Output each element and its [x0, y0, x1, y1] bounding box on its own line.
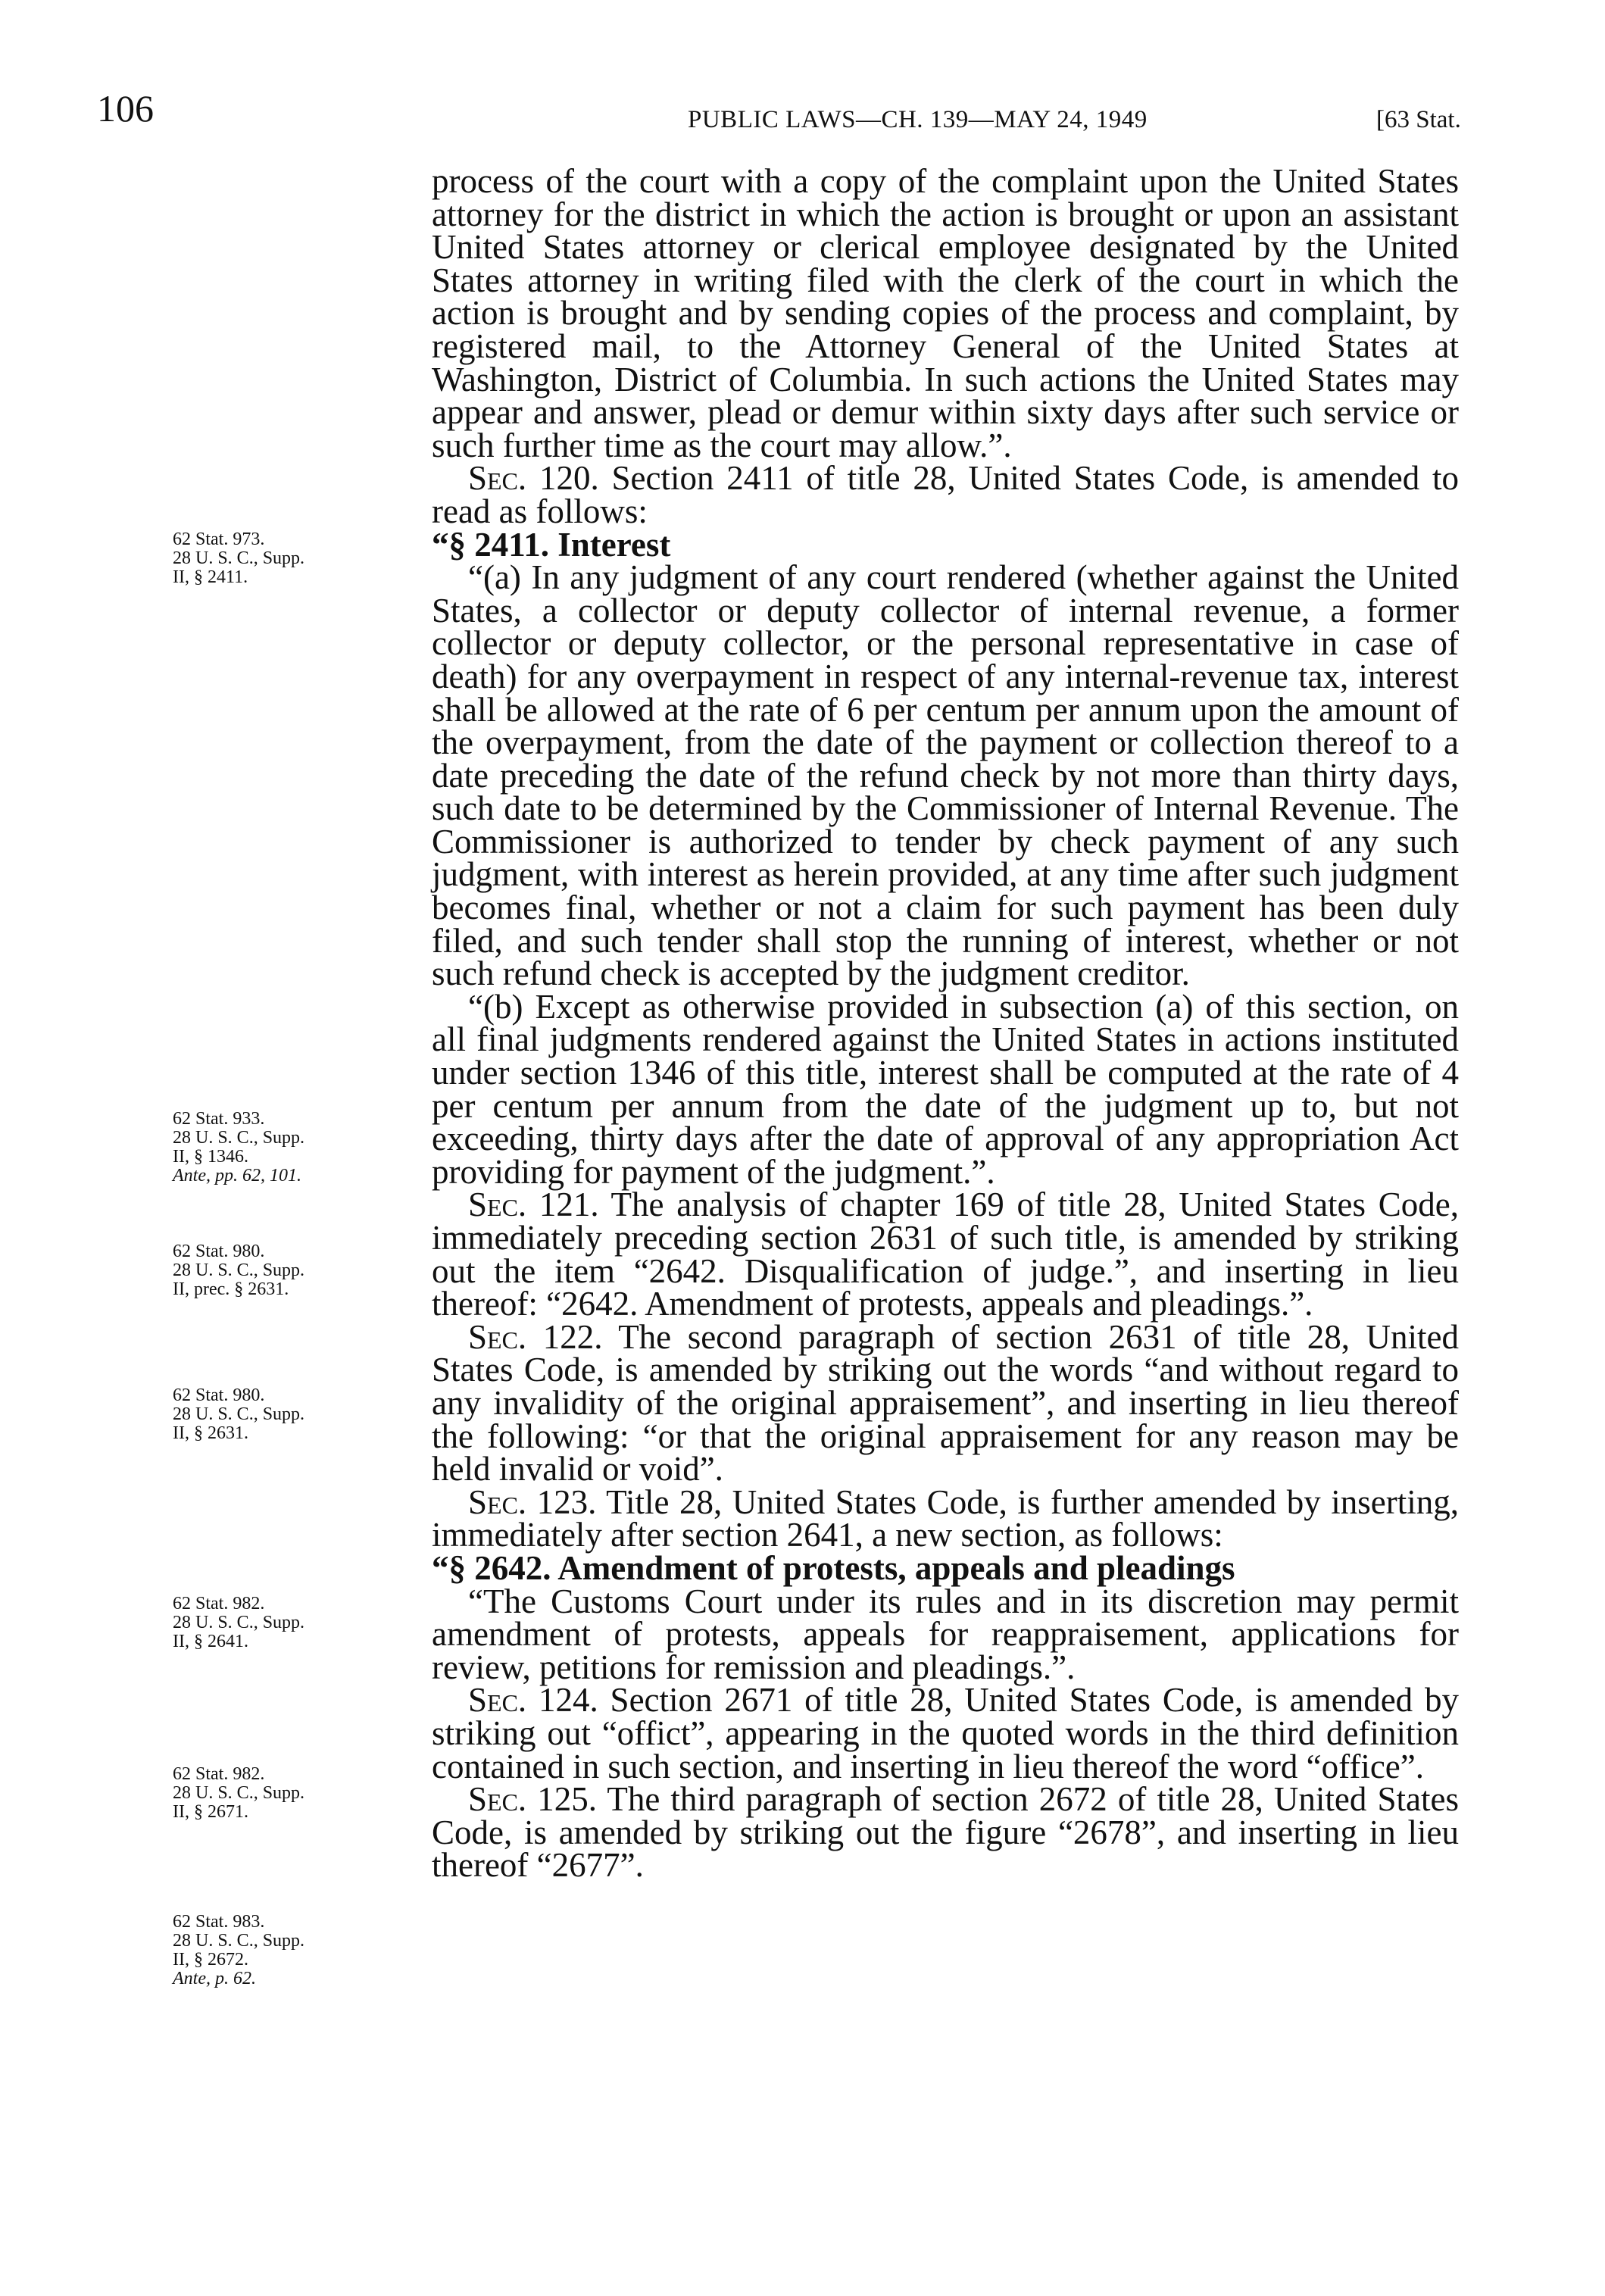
section-label: Sec. [468, 1482, 527, 1521]
paragraph-continuation: process of the court with a copy of the complaint upon the United States attorney for the district in which the action is brought or upon an assistant United States attorney or clerical employee designated by the United States attorney in writing filed with the clerk of the court in which the action is brought and by sending copies of the process and complaint, by registered mail, to the Attorney General of the United States at Washington, District of Columbia. In such actions the United States may appear and answer, plead or demur within sixty days after such service or such further time as the court may allow.”. [432, 162, 1459, 464]
margin-note-line: II, § 2631. [173, 1423, 248, 1443]
page-number: 106 [97, 87, 154, 130]
margin-note-line: 62 Stat. 980. [173, 1385, 265, 1405]
section-text: 125. The third paragraph of section 2672 of title 28, United States Code, is amended by striking out the figure “2678”, and inserting in lieu thereof “2677”. [432, 1780, 1459, 1885]
section-label: Sec. [468, 1185, 527, 1224]
section-text: 121. The analysis of chapter 169 of title 28, United States Code, immediately preceding section 2631 of such title, is amended by striking out the item “2642. Disqualification of judge.”, and inserting in lieu thereof: “2642. Amendment of protests, appeals and pleadings.”. [432, 1185, 1459, 1323]
section-121 [432, 1185, 1459, 1323]
margin-note-line: Ante, p. 62. [173, 1969, 256, 1988]
margin-note-sec-125 [173, 1913, 423, 1988]
margin-note-line: 28 U. S. C., Supp. [173, 1404, 305, 1424]
margin-note-line: Ante, pp. 62, 101. [173, 1166, 301, 1185]
margin-note-sec-120 [173, 530, 423, 587]
margin-note-sec-122 [173, 1386, 423, 1443]
margin-note-sec-121 [173, 1242, 423, 1299]
running-head: PUBLIC LAWS—CH. 139—MAY 24, 1949 [688, 106, 1148, 133]
margin-note-line: II, § 2672. [173, 1950, 248, 1970]
margin-note-sec-124 [173, 1765, 423, 1822]
volume-reference: [63 Stat. [1376, 106, 1461, 133]
section-label: Sec. [468, 1681, 527, 1720]
section-122 [432, 1317, 1459, 1488]
section-text: 124. Section 2671 of title 28, United States Code, is amended by striking out “offict”, appearing in the quoted words in the third definition contained in such section, and inserting in lieu thereof the word “office”. [432, 1681, 1459, 1785]
margin-note-line: 28 U. S. C., Supp. [173, 1613, 305, 1632]
margin-note-line: 62 Stat. 980. [173, 1242, 265, 1261]
margin-note-line: 62 Stat. 973. [173, 529, 265, 549]
paragraph-2411-b: “(b) Except as otherwise provided in subsection (a) of this section, on all final judgments rendered against the United States in actions instituted under section 1346 of this title, interest shall be computed at the rate of 4 per centum per annum from the date of the judgment up to, but not exceeding, thirty days after the date of approval of any appropriation Act providing for payment of the judgment.”. [432, 987, 1459, 1191]
margin-note-line: II, prec. § 2631. [173, 1279, 289, 1299]
section-text: 120. Section 2411 of title 28, United States Code, is amended to read as follows: [432, 459, 1459, 530]
paragraph-2411-a: “(a) In any judgment of any court rendered (whether against the United States, a collector or deputy collector of internal revenue, a former collector or deputy collector, or the personal representative in case of death) for any overpayment in respect of any internal-revenue tax, interest shall be allowed at the rate of 6 per centum per annum upon the amount of the overpayment, from the date of the payment or collection thereof to a date preceding the date of the refund check by not more than thirty days, such date to be determined by the Commissioner of Internal Revenue. The Commissioner is authorized to tender by check payment of any such judgment, with interest as herein provided, at any time after such judgment becomes final, whether or not a claim for such payment has been duly filed, and such tender shall stop the running of interest, whether or not such refund check is accepted by the judgment creditor. [432, 558, 1459, 993]
margin-note-line: 28 U. S. C., Supp. [173, 1783, 305, 1803]
heading-section-2411: “§ 2411. Interest [432, 525, 671, 564]
margin-note-line: 62 Stat. 982. [173, 1594, 265, 1613]
heading-section-2642: “§ 2642. Amendment of protests, appeals and pleadings [432, 1548, 1235, 1587]
margin-note-line: 62 Stat. 983. [173, 1912, 265, 1932]
paragraph-2642: “The Customs Court under its rules and in its discretion may permit amendment of protests, appeals for reappraisement, applications for review, petitions for remission and pleadings.”. [432, 1582, 1459, 1686]
section-125 [432, 1780, 1459, 1885]
section-124 [432, 1681, 1459, 1785]
main-text-column [432, 162, 1459, 1885]
section-120 [432, 459, 1459, 530]
section-text: 123. Title 28, United States Code, is further amended by inserting, immediately after section 2641, a new section, as follows: [432, 1482, 1459, 1554]
margin-note-line: II, § 2671. [173, 1802, 248, 1822]
margin-note-line: 28 U. S. C., Supp. [173, 1260, 305, 1280]
margin-note-line: 28 U. S. C., Supp. [173, 548, 305, 568]
section-label: Sec. [468, 1780, 527, 1819]
margin-note-sec-123 [173, 1595, 423, 1651]
margin-note-line: 28 U. S. C., Supp. [173, 1128, 305, 1148]
margin-note-line: II, § 2641. [173, 1632, 248, 1651]
section-label: Sec. [468, 459, 527, 498]
margin-note-line: II, § 2411. [173, 567, 248, 587]
margin-note-line: 62 Stat. 982. [173, 1764, 265, 1784]
section-label: Sec. [468, 1317, 527, 1356]
margin-note-line: 28 U. S. C., Supp. [173, 1931, 305, 1951]
margin-note-sec-2411b [173, 1110, 423, 1185]
section-123 [432, 1482, 1459, 1554]
margin-note-line: 62 Stat. 933. [173, 1109, 265, 1129]
section-text: 122. The second paragraph of section 2631 of title 28, United States Code, is amended by striking out the words “and without regard to any invalidity of the original appraisement”, and inserting in lieu thereof the following: “or that the original appraisement for any reason may be held invalid or void”. [432, 1317, 1459, 1488]
margin-note-line: II, § 1346. [173, 1147, 248, 1167]
